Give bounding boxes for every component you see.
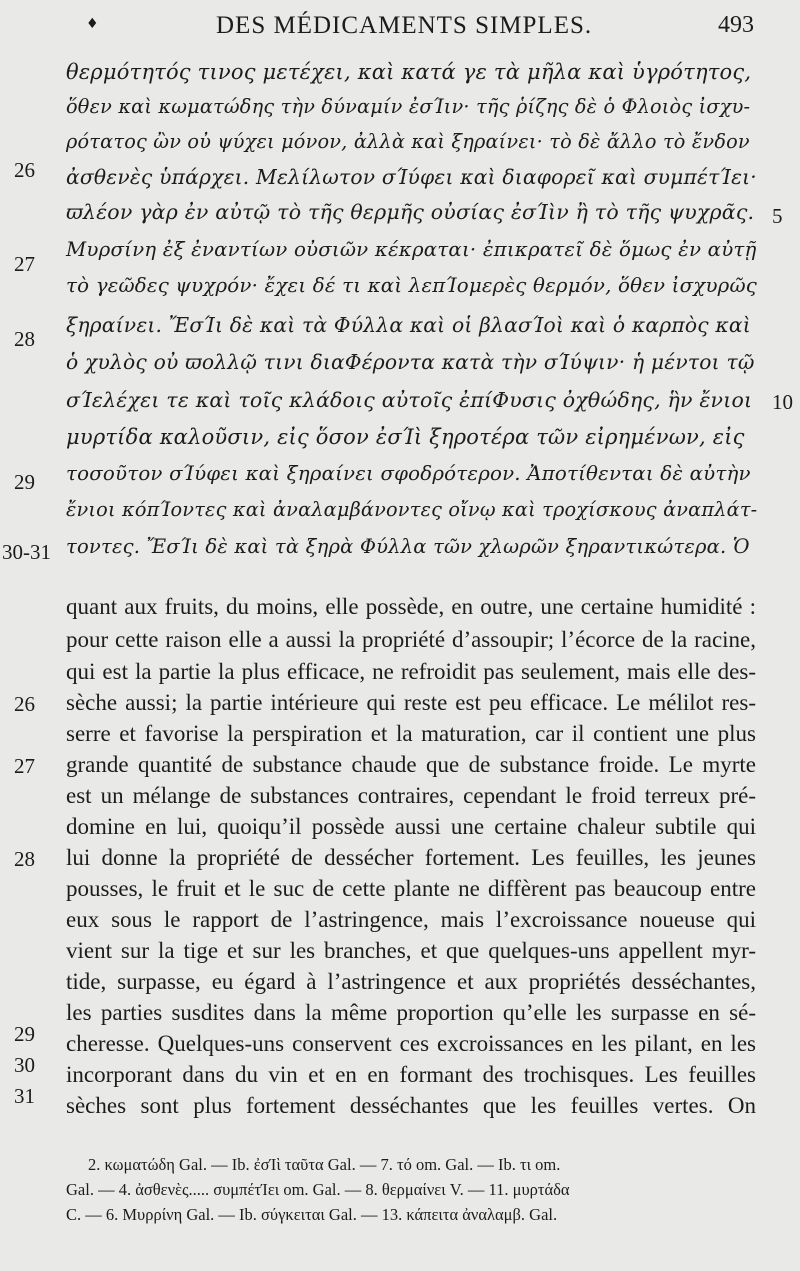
french-line-number: 29: [14, 1022, 35, 1046]
french-line: qui est la partie la plus efficace, ne refroidit pas seulement, mais elle des-: [66, 659, 756, 684]
greek-line: ὅθεν καὶ κωματώδης τὴν δύναμίν ἐσΊιν· τῆς ῥίζης δὲ ὁ Φλοιὸς ἰσχυ-: [66, 95, 751, 118]
french-line: incorporant dans du vin et en en formant des trochisques. Les feuilles: [66, 1062, 756, 1087]
greek-line: τὸ γεῶδες ψυχρόν· ἔχει δέ τι καὶ λεπΊομερὲς θερμόν, ὅθεν ἰσχυρῶς: [66, 274, 758, 297]
french-line: domine en lui, quoiqu’il possède aussi une certaine chaleur subtile qui: [66, 814, 756, 839]
greek-line: ὁ χυλὸς οὐ ϖολλῷ τινι διαΦέροντα κατὰ τὴν σΊύψιν· ἡ μέντοι τῷ: [66, 350, 755, 374]
running-title: DES MÉDICAMENTS SIMPLES.: [216, 12, 593, 39]
greek-line: τοσοῦτον σΊύφει καὶ ξηραίνει σφοδρότερον. Ἀποτίθενται δὲ αὐτὴν: [66, 462, 751, 485]
page-header: [0, 12, 800, 42]
french-line-number: 30: [14, 1053, 35, 1077]
greek-line-number: 26: [14, 158, 35, 182]
french-line-number: 28: [14, 847, 35, 871]
greek-line-number: 30-31: [2, 540, 51, 564]
french-line-number: 27: [14, 754, 35, 778]
french-line: tide, surpasse, eu égard à l’astringence et aux propriétés desséchantes,: [66, 969, 756, 994]
greek-line: Μυρσίνη ἐξ ἐναντίων οὐσιῶν κέκραται· ἐπικρατεῖ δὲ ὅμως ἐν αὐτῇ: [66, 238, 757, 261]
french-line: est un mélange de substances contraires, cependant le froid terreux pré-: [66, 783, 756, 808]
french-line: pour cette raison elle a aussi la propriété d’assoupir; l’écorce de la racine,: [66, 627, 756, 652]
french-line: sèches sont plus fortement desséchantes que les feuilles vertes. On: [66, 1093, 756, 1118]
french-line-number: 31: [14, 1084, 35, 1108]
greek-line: μυρτίδα καλοῦσιν, εἰς ὅσον ἐσΊὶ ξηροτέρα τῶν εἰρημένων, εἰς: [66, 425, 745, 449]
french-line: quant aux fruits, du moins, elle possède, en outre, une certaine humidité :: [66, 594, 756, 619]
footnote-line: C. — 6. Μυρρίνη Gal. — Ib. σύγκειται Gal. — 13. κάπειτα ἀναλαμβ. Gal.: [66, 1205, 558, 1224]
greek-line: ρότατος ὢν οὐ ψύχει μόνον, ἀλλὰ καὶ ξηραίνει· τὸ δὲ ἄλλο τὸ ἔνδον: [66, 130, 750, 153]
french-line-number: 26: [14, 692, 35, 716]
french-line: les parties susdites dans la même proportion qu’elle les surpasse en sé-: [66, 1000, 756, 1025]
greek-line: ἀσθενὲς ὑπάρχει. Μελίλωτον σΊύφει καὶ διαφορεῖ καὶ συμπέτΊει·: [66, 165, 757, 189]
greek-line-number: 28: [14, 327, 35, 351]
greek-line: θερμότητός τινος μετέχει, καὶ κατά γε τὰ μῆλα καὶ ὑγρότητος,: [66, 60, 752, 84]
greek-line: τοντες. ἜσΊι δὲ καὶ τὰ ξηρὰ Φύλλα τῶν χλωρῶν ξηραντικώτερα. Ὁ: [66, 535, 750, 558]
greek-right-line-number: 5: [772, 204, 783, 228]
footnote-line: Gal. — 4. ἀσθενὲς..... συμπέτΊει om. Gal. — 8. θερμαίνει V. — 11. μυρτάδα: [66, 1180, 570, 1199]
greek-line: σΊελέχει τε καὶ τοῖς κλάδοις αὐτοῖς ἐπίΦυσις ὀχθώδης, ἣν ἔνιοι: [66, 388, 753, 412]
greek-line: ϖλέον γὰρ ἐν αὐτῷ τὸ τῆς θερμῆς οὐσίας ἐσΊὶν ἢ τὸ τῆς ψυχρᾶς.: [66, 200, 755, 224]
french-line: sèche aussi; la partie intérieure qui reste est peu efficace. Le mélilot res-: [66, 690, 756, 715]
greek-right-line-number: 10: [772, 390, 793, 414]
page-number: 493: [718, 12, 754, 38]
french-line: cheresse. Quelques-uns conservent ces excroissances en les pilant, en les: [66, 1031, 756, 1056]
french-line: pousses, le fruit et le suc de cette plante ne diffèrent pas beaucoup entre: [66, 876, 756, 901]
french-line: serre et favorise la perspiration et la maturation, car il contient une plus: [66, 721, 756, 746]
greek-line: ξηραίνει. ἜσΊι δὲ καὶ τὰ Φύλλα καὶ οἱ βλασΊοὶ καὶ ὁ καρπὸς καὶ: [66, 313, 751, 337]
greek-line: ἔνιοι κόπΊοντες καὶ ἀναλαμβάνοντες οἴνῳ καὶ τροχίσκους ἀναπλάτ-: [66, 498, 758, 521]
french-line: lui donne la propriété de dessécher fortement. Les feuilles, les jeunes: [66, 845, 756, 870]
footnote-line: 2. κωματώδη Gal. — Ib. ἐσΊὶ ταῦτα Gal. — 7. τό om. Gal. — Ib. τι om.: [88, 1155, 561, 1174]
french-line: eux sous le rapport de l’astringence, mais l’excroissance noueuse qui: [66, 907, 756, 932]
french-line: grande quantité de substance chaude que de substance froide. Le myrte: [66, 752, 756, 777]
header-mark: ♦: [86, 16, 99, 32]
greek-line-number: 29: [14, 470, 35, 494]
greek-line-number: 27: [14, 252, 35, 276]
french-line: vient sur la tige et sur les branches, et que quelques-uns appellent myr-: [66, 938, 756, 963]
